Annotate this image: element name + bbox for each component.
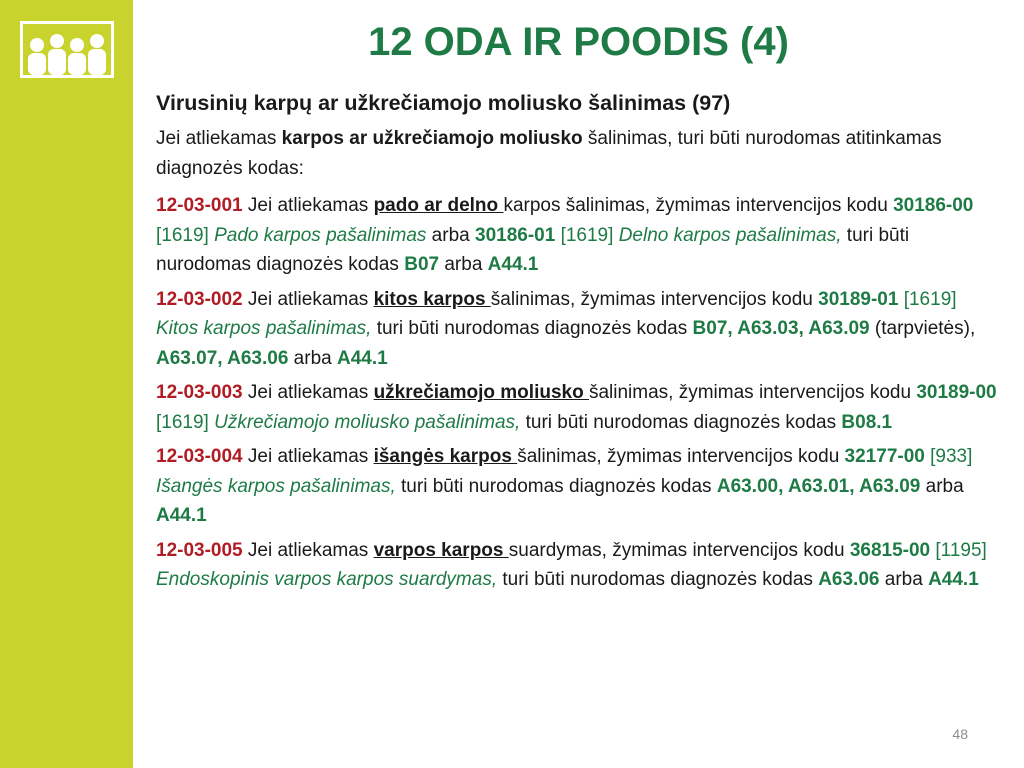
- people-group-logo: [20, 21, 114, 78]
- rule-code: 12-03-001: [156, 195, 243, 216]
- slide-title: 12 ODA IR POODIS (4): [368, 20, 789, 64]
- intro-paragraph: Jei atliekamas karpos ar užkrečiamojo moliusko šalinimas, turi būti nurodomas atitinkamas diagnozės kodas:: [156, 128, 942, 179]
- rule-code: 12-03-005: [156, 539, 243, 561]
- rule-code: 12-03-002: [156, 288, 243, 310]
- rule-code: 12-03-003: [156, 382, 243, 403]
- section-heading: Virusinių karpų ar užkrečiamojo moliusko šalinimas (97): [156, 91, 731, 115]
- rule-paragraph-001: 12-03-001 Jei atliekamas pado ar delno karpos šalinimas, žymimas intervencijos kodu 30186-00 [1619] Pado karpos pašalinimas arba 30186-01 [1619] Delno karpos pašalinimas, turi būti nurodomas diagnozės kodas B07 arba A44.1: [156, 195, 974, 275]
- sidebar-band: [0, 0, 133, 768]
- rule-paragraph-004: 12-03-004 Jei atliekamas išangės karpos šalinimas, žymimas intervencijos kodu 32177-00 [933] Išangės karpos pašalinimas, turi būti nurodomas diagnozės kodas A63.00, A63.01, A63.09 arba A44.1: [156, 446, 973, 526]
- page-number: 48: [952, 726, 968, 742]
- slide-content: [156, 88, 1002, 600]
- rule-paragraph-005: 12-03-005 Jei atliekamas varpos karpos suardymas, žymimas intervencijos kodu 36815-00 [1195] Endoskopinis varpos karpos suardymas, turi būti nurodomas diagnozės kodas A63.06 arba A44.1: [156, 539, 987, 590]
- rule-code: 12-03-004: [156, 446, 243, 467]
- rule-paragraph-002: 12-03-002 Jei atliekamas kitos karpos šalinimas, žymimas intervencijos kodu 30189-01 [1619] Kitos karpos pašalinimas, turi būti nurodomas diagnozės kodas B07, A63.03, A63.09 (tarpvietės), A63.07, A63.06 arba A44.1: [156, 288, 976, 369]
- rule-paragraph-003: 12-03-003 Jei atliekamas užkrečiamojo moliusko šalinimas, žymimas intervencijos kodu 30189-00 [1619] Užkrečiamojo moliusko pašalinimas, turi būti nurodomas diagnozės kodas B08.1: [156, 382, 997, 433]
